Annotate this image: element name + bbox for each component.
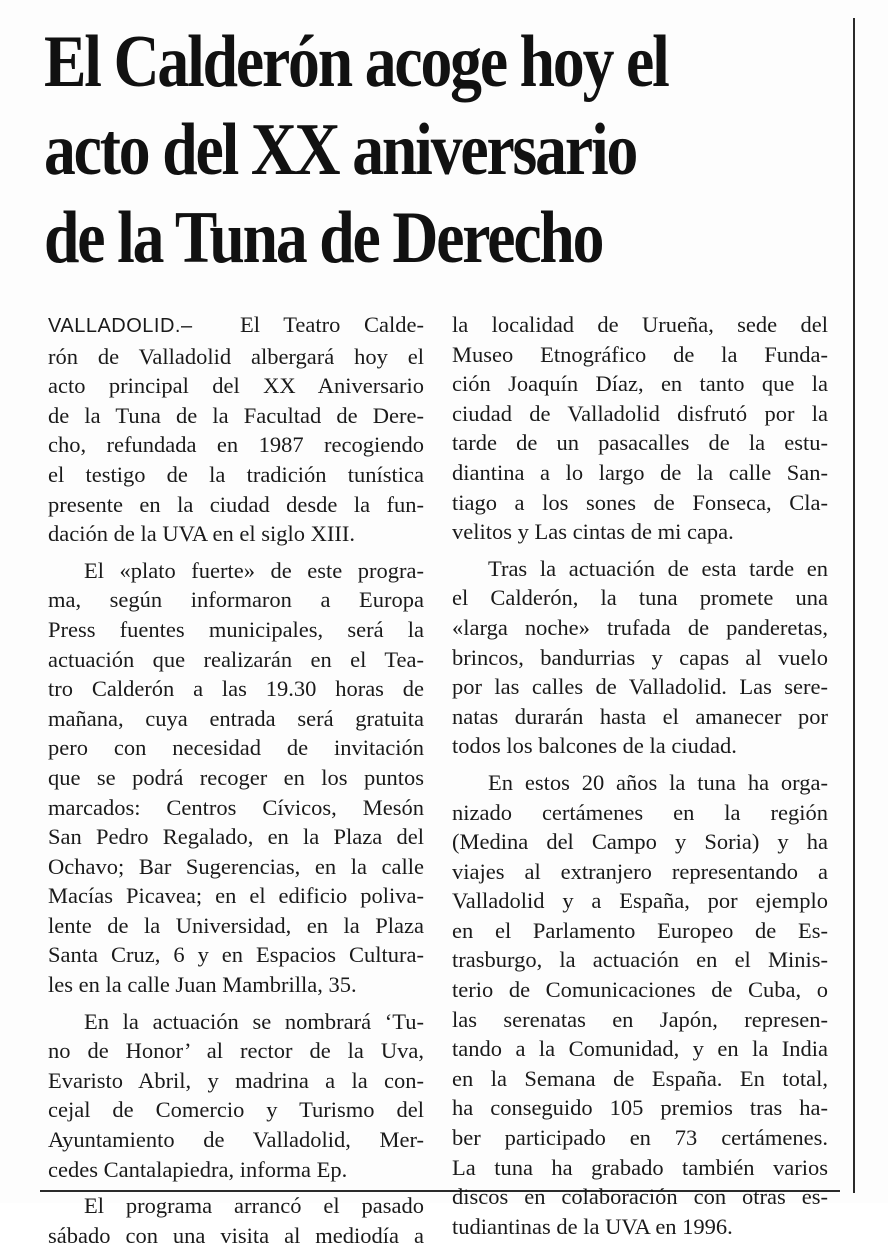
article-line: La tuna ha grabado también varios bbox=[452, 1154, 828, 1180]
article-line: por las calles de Valladolid. Las sere- bbox=[452, 674, 828, 700]
article-line: ha conseguido 105 premios tras ha- bbox=[452, 1095, 828, 1121]
article-line: cho, refundada en 1987 recogiendo bbox=[48, 432, 424, 458]
headline-line: de la Tuna de Derecho bbox=[44, 197, 603, 279]
article-line: tando a la Comunidad, y en la India bbox=[452, 1036, 828, 1062]
article-line: velitos y Las cintas de mi capa. bbox=[452, 519, 734, 545]
article-line: En la actuación se nombrará ‘Tu- bbox=[84, 1008, 424, 1034]
article-paragraph bbox=[48, 310, 424, 549]
headline bbox=[44, 18, 732, 282]
article-line: San Pedro Regalado, en la Plaza del bbox=[48, 824, 424, 850]
article-line: acto principal del XX Aniversario bbox=[48, 373, 424, 399]
article-line bbox=[48, 310, 424, 342]
article-line: tiago a los sones de Fonseca, Cla- bbox=[452, 489, 828, 515]
article-paragraph bbox=[452, 768, 828, 1242]
column-rule bbox=[853, 18, 855, 1193]
article-line: diantina a lo largo de la calle San- bbox=[452, 459, 828, 485]
article-paragraph bbox=[48, 1191, 424, 1250]
article-line: ciudad de Valladolid disfrutó por la bbox=[452, 400, 828, 426]
article-line: en la Semana de España. En total, bbox=[452, 1065, 828, 1091]
article-paragraph bbox=[48, 556, 424, 1000]
article-line: el Calderón, la tuna promete una bbox=[452, 585, 828, 611]
article-line: Tras la actuación de esta tarde en bbox=[488, 555, 828, 581]
article-line: natas durarán hasta el amanecer por bbox=[452, 703, 828, 729]
article-line: cedes Cantalapiedra, informa Ep. bbox=[48, 1156, 348, 1182]
article-line: que se podrá recoger en los puntos bbox=[48, 764, 424, 790]
article-line: Press fuentes municipales, será la bbox=[48, 616, 424, 642]
article-line: Ochavo; Bar Sugerencias, en la calle bbox=[48, 853, 424, 879]
dateline: VALLADOLID.– bbox=[48, 315, 193, 337]
article-line: tro Calderón a las 19.30 horas de bbox=[48, 676, 424, 702]
article-line: «larga noche» trufada de panderetas, bbox=[452, 614, 828, 640]
article-line: Santa Cruz, 6 y en Espacios Cultura- bbox=[48, 942, 424, 968]
article-line: ma, según informaron a Europa bbox=[48, 587, 424, 613]
article-line: viajes al extranjero representando a bbox=[452, 858, 828, 884]
article-paragraph bbox=[48, 1007, 424, 1185]
article-line: todos los balcones de la ciudad. bbox=[452, 733, 737, 759]
article-line: terio de Comunicaciones de Cuba, o bbox=[452, 977, 828, 1003]
article-line: sábado con una visita al mediodía a bbox=[48, 1222, 424, 1248]
article-line: ción Joaquín Díaz, en tanto que la bbox=[452, 371, 828, 397]
article-line: discos en colaboración con otras es- bbox=[452, 1184, 828, 1210]
article-line: actuación que realizarán en el Tea- bbox=[48, 646, 424, 672]
article-line: pero con necesidad de invitación bbox=[48, 735, 424, 761]
article-line: mañana, cuya entrada será gratuita bbox=[48, 705, 424, 731]
article-line: no de Honor’ al rector de la Uva, bbox=[48, 1038, 424, 1064]
article-line: ber participado en 73 certámenes. bbox=[452, 1125, 828, 1151]
article-line: Valladolid y a España, por ejemplo bbox=[452, 888, 828, 914]
article-line: presente en la ciudad desde la fun- bbox=[48, 491, 424, 517]
article-line: la localidad de Urueña, sede del bbox=[452, 312, 828, 337]
article-line-text: El Teatro Calde- bbox=[239, 312, 425, 337]
article-line: dación de la UVA en el siglo XIII. bbox=[48, 521, 356, 547]
article-line: tudiantinas de la UVA en 1996. bbox=[452, 1213, 733, 1239]
headline-line: acto del XX aniversario bbox=[44, 109, 637, 191]
article-line: les en la calle Juan Mambrilla, 35. bbox=[48, 972, 357, 998]
article-line: tarde de un pasacalles de la estu- bbox=[452, 430, 828, 456]
article-paragraph bbox=[452, 554, 828, 761]
article-line: El «plato fuerte» de este progra- bbox=[84, 557, 424, 583]
article-line: Macías Picavea; en el edificio poliva- bbox=[48, 883, 424, 909]
article-line: de la Tuna de la Facultad de Dere- bbox=[48, 402, 424, 428]
article-line: En estos 20 años la tuna ha orga- bbox=[488, 769, 828, 795]
article-line: (Medina del Campo y Soria) y ha bbox=[452, 829, 828, 855]
article-line: Museo Etnográfico de la Funda- bbox=[452, 341, 828, 367]
article-column-left bbox=[48, 310, 424, 1257]
article-line: trasburgo, la actuación en el Minis- bbox=[452, 947, 828, 973]
article-line: Evaristo Abril, y madrina a la con- bbox=[48, 1067, 424, 1093]
article-line: brincos, bandurrias y capas al vuelo bbox=[452, 644, 828, 670]
headline-line: El Calderón acoge hoy el bbox=[44, 21, 668, 103]
article-line: rón de Valladolid albergará hoy el bbox=[48, 343, 424, 369]
article-line: lente de la Universidad, en la Plaza bbox=[48, 912, 424, 938]
article-line: Ayuntamiento de Valladolid, Mer- bbox=[48, 1127, 424, 1153]
article-line: nizado certámenes en la región bbox=[452, 799, 828, 825]
article-line: El programa arrancó el pasado bbox=[84, 1193, 424, 1219]
article-column-right bbox=[452, 310, 828, 1248]
article-line: marcados: Centros Cívicos, Mesón bbox=[48, 794, 424, 820]
article-paragraph bbox=[452, 310, 828, 547]
article-line: las serenatas en Japón, represen- bbox=[452, 1006, 828, 1032]
article-line: en el Parlamento Europeo de Es- bbox=[452, 917, 828, 943]
article-line: el testigo de la tradición tunística bbox=[48, 461, 424, 487]
article-line: cejal de Comercio y Turismo del bbox=[48, 1097, 424, 1123]
